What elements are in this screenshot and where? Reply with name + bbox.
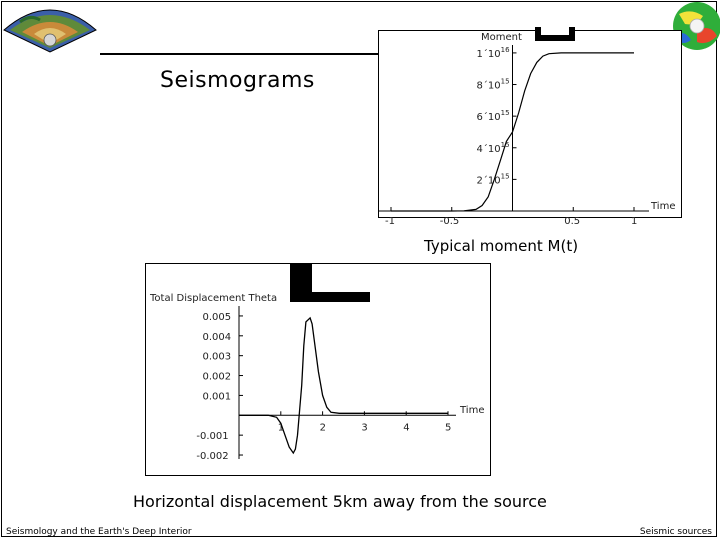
y-tick-exponent: 15 (500, 140, 510, 149)
y-tick-mantissa: 2 (476, 175, 483, 187)
y-axis-label: Moment (481, 32, 522, 43)
y-tick-label: -0.002 (196, 451, 229, 463)
moment-plot (378, 30, 682, 227)
footer-course-title: Seismology and the Earth's Deep Interior (6, 527, 192, 537)
y-tick-base: ´10 (482, 143, 501, 155)
y-tick-label (477, 78, 510, 92)
y-tick-label: 0.003 (202, 351, 232, 363)
y-tick-label (477, 109, 510, 123)
displacement-chart (146, 264, 490, 475)
x-tick-label: 1 (631, 216, 638, 227)
displacement-plot (145, 263, 491, 476)
x-tick-label: 3 (361, 422, 368, 434)
y-tick-mantissa: 1 (476, 48, 483, 60)
plot-artifact-inner (541, 27, 569, 35)
x-tick-label: 0.5 (564, 216, 581, 227)
slide-title: Seismograms (160, 68, 315, 93)
footer-section: Seismic sources (639, 527, 712, 537)
y-tick-mantissa: 8 (476, 80, 483, 92)
y-tick-mantissa: 4 (476, 143, 483, 155)
y-tick-label: 0.002 (202, 371, 232, 383)
plot-artifact-bar (306, 264, 312, 292)
y-tick-mantissa: 6 (476, 112, 483, 124)
y-tick-base: ´10 (482, 48, 501, 60)
y-tick-base: ´10 (482, 112, 501, 124)
y-tick-label: 0.001 (202, 391, 232, 403)
x-axis-label: Time (651, 201, 676, 212)
y-tick-exponent: 15 (500, 109, 510, 118)
moment-caption: Typical moment M(t) (424, 237, 579, 255)
y-tick-exponent: 15 (500, 77, 510, 86)
y-tick-label (477, 46, 511, 60)
x-axis-label: Time (460, 405, 485, 416)
moment-chart (379, 31, 681, 227)
x-tick-label: 1 (277, 422, 285, 434)
displacement-caption: Horizontal displacement 5km away from the source (133, 492, 547, 511)
y-tick-base: ´10 (482, 80, 501, 92)
x-tick-label: 4 (403, 422, 410, 434)
y-tick-label: 0.005 (202, 311, 232, 323)
y-tick-label: 0.004 (202, 331, 232, 343)
x-tick-label: 5 (445, 422, 452, 434)
y-tick-base: ´10 (482, 175, 501, 187)
y-tick-exponent: 16 (500, 45, 510, 54)
x-tick-label: -1 (385, 216, 395, 227)
plot-artifact-inner (306, 264, 370, 292)
y-tick-label: -0.001 (196, 431, 229, 443)
displacement-series-line (239, 318, 448, 453)
y-axis-label: Total Displacement Theta (150, 293, 278, 304)
x-tick-label: 2 (319, 422, 326, 434)
y-tick-exponent: 15 (500, 172, 510, 181)
earth-cutaway-logo-icon (0, 0, 100, 56)
x-tick-label: -0.5 (439, 216, 460, 227)
